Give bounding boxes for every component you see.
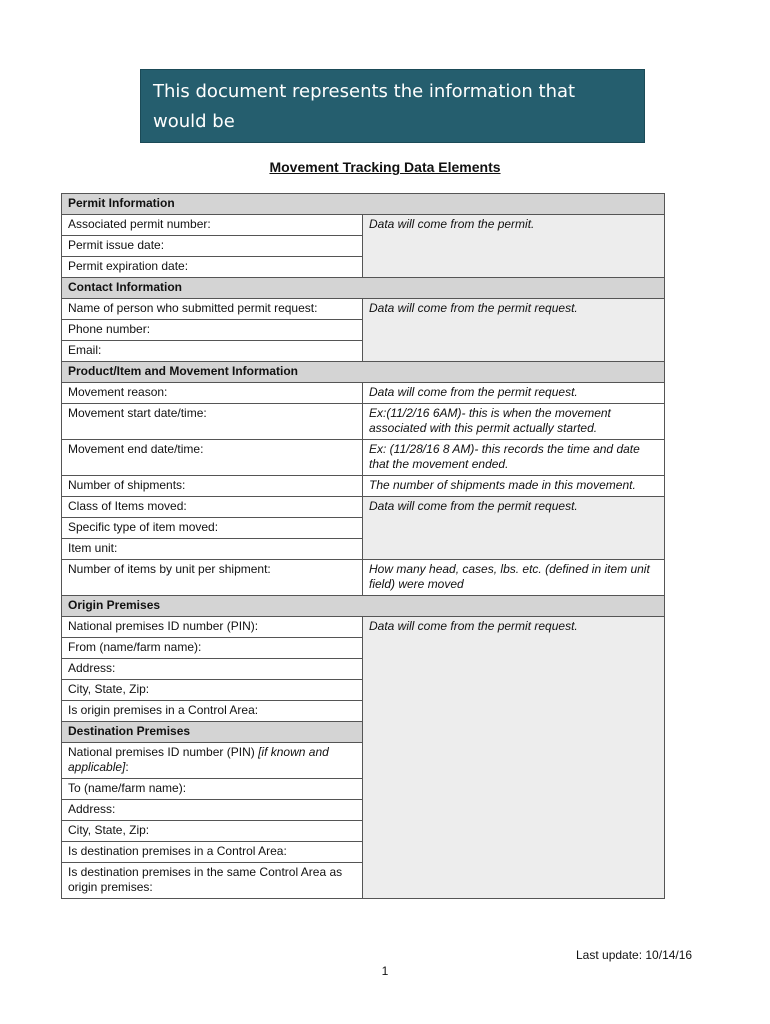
field-label: Movement start date/time: <box>62 404 363 440</box>
field-value: Ex: (11/28/16 8 AM)- this records the time and date that the movement ended. <box>363 440 665 476</box>
table-row <box>62 299 665 320</box>
pin-colon: : <box>125 760 129 774</box>
field-label: City, State, Zip: <box>62 821 363 842</box>
section-header-row <box>62 194 665 215</box>
origin-section-header: Origin Premises <box>62 596 665 617</box>
permit-section-header: Permit Information <box>62 194 665 215</box>
table-row <box>62 497 665 518</box>
field-label: Name of person who submitted permit request: <box>62 299 363 320</box>
page-number: 1 <box>381 964 389 978</box>
field-label: Associated permit number: <box>62 215 363 236</box>
field-value: The number of shipments made in this movement. <box>363 476 665 497</box>
field-label: National premises ID number (PIN): <box>62 617 363 638</box>
field-label: Number of shipments: <box>62 476 363 497</box>
document-title: Movement Tracking Data Elements <box>269 159 501 175</box>
field-label: Address: <box>62 800 363 821</box>
field-label: Is destination premises in a Control Area: <box>62 842 363 863</box>
section-header-row <box>62 278 665 299</box>
field-label: Phone number: <box>62 320 363 341</box>
last-update: Last update: 10/14/16 <box>576 948 693 962</box>
table-row <box>62 476 665 497</box>
field-label: To (name/farm name): <box>62 779 363 800</box>
permit-value: Data will come from the permit. <box>363 215 665 278</box>
contact-value: Data will come from the permit request. <box>363 299 665 362</box>
field-value: How many head, cases, lbs. etc. (defined in item unit field) were moved <box>363 560 665 596</box>
field-label: Movement reason: <box>62 383 363 404</box>
section-header-row <box>62 362 665 383</box>
table-row <box>62 560 665 596</box>
table-row <box>62 404 665 440</box>
premises-value: Data will come from the permit request. <box>363 617 665 899</box>
field-label: Is destination premises in the same Control Area as origin premises: <box>62 863 363 899</box>
field-value: Data will come from the permit request. <box>363 383 665 404</box>
field-label: From (name/farm name): <box>62 638 363 659</box>
table-row <box>62 383 665 404</box>
field-label <box>62 743 363 779</box>
contact-section-header: Contact Information <box>62 278 665 299</box>
field-label: Movement end date/time: <box>62 440 363 476</box>
product-section-header: Product/Item and Movement Information <box>62 362 665 383</box>
field-label: Item unit: <box>62 539 363 560</box>
info-banner <box>140 69 645 162</box>
destination-section-header: Destination Premises <box>62 722 363 743</box>
pin-label: National premises ID number (PIN) <box>68 745 255 759</box>
pin-note: [if known and applicable] <box>68 745 329 774</box>
banner-line-1: This document represents the information that would be <box>153 81 576 132</box>
field-label: Address: <box>62 659 363 680</box>
table-row <box>62 440 665 476</box>
field-label: Specific type of item moved: <box>62 518 363 539</box>
table-row <box>62 215 665 236</box>
field-label: Email: <box>62 341 363 362</box>
field-label: Permit issue date: <box>62 236 363 257</box>
data-elements-table <box>61 193 665 899</box>
banner-line-2: collected and conveyed using EMRS. <box>153 141 484 162</box>
field-label: Class of Items moved: <box>62 497 363 518</box>
items-value: Data will come from the permit request. <box>363 497 665 560</box>
section-header-row <box>62 596 665 617</box>
field-label: Is origin premises in a Control Area: <box>62 701 363 722</box>
field-label: Permit expiration date: <box>62 257 363 278</box>
field-value: Ex:(11/2/16 6AM)- this is when the movement associated with this permit actually started. <box>363 404 665 440</box>
field-label: Number of items by unit per shipment: <box>62 560 363 596</box>
field-label: City, State, Zip: <box>62 680 363 701</box>
table-row <box>62 617 665 638</box>
